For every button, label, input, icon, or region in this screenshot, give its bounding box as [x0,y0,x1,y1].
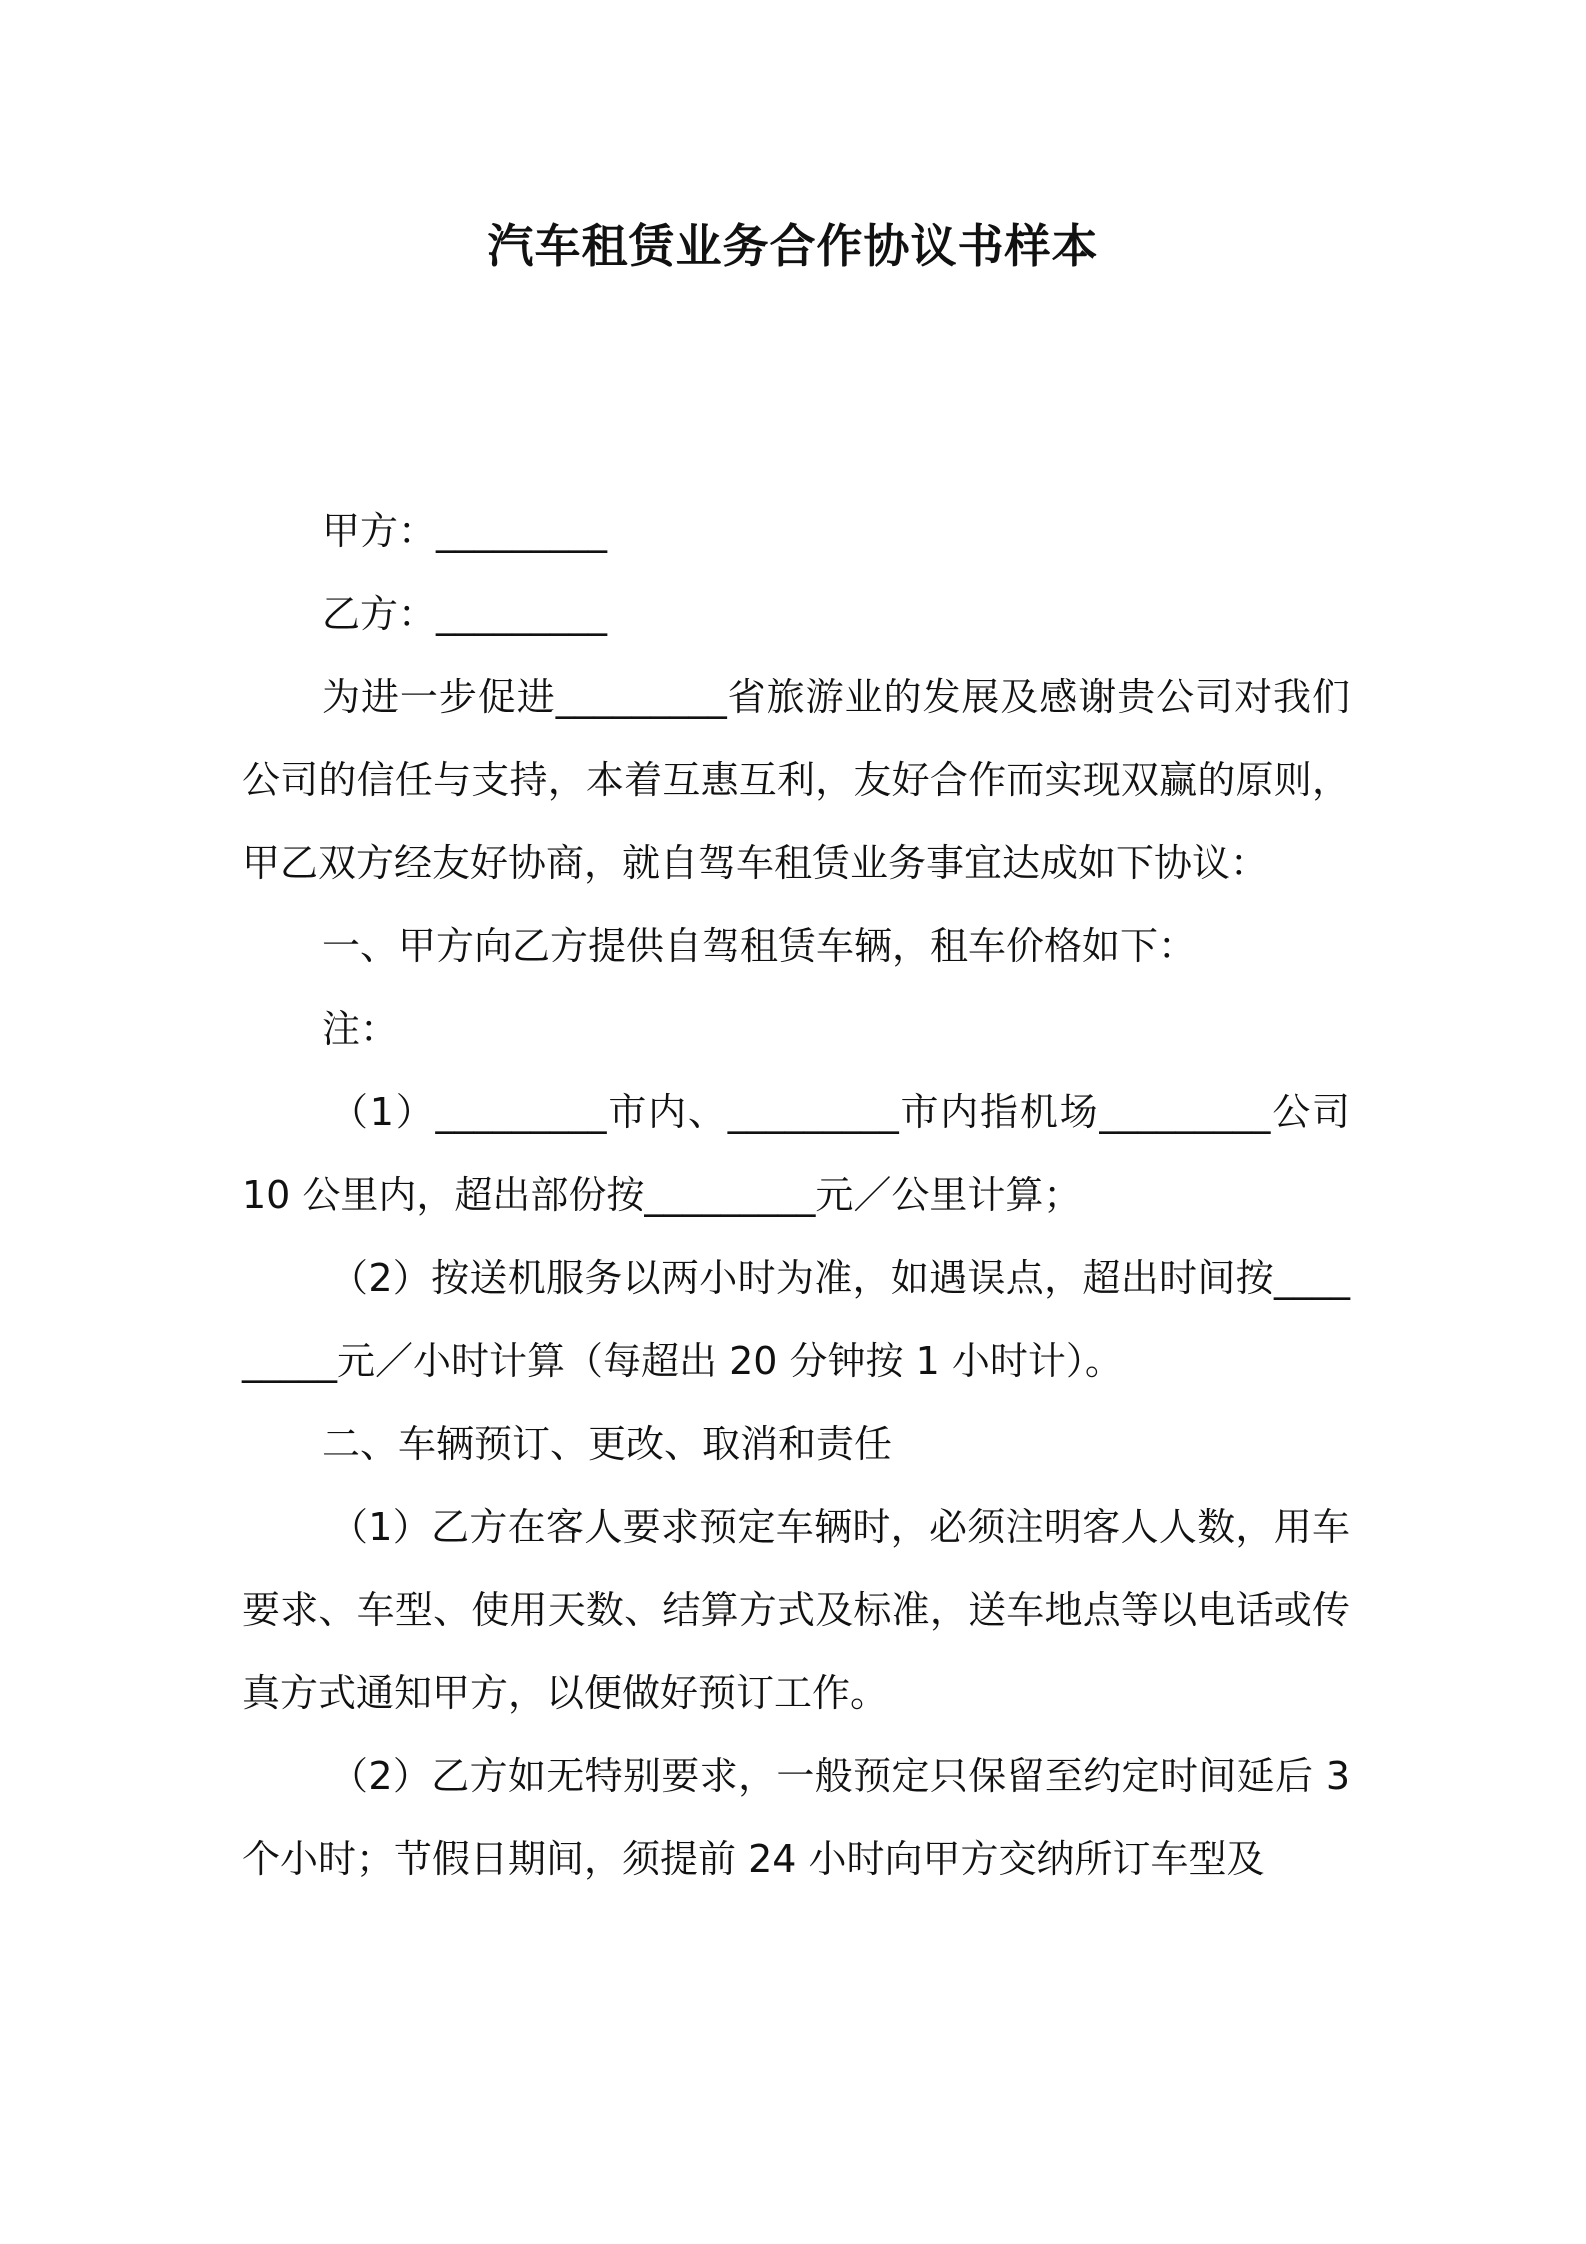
note-item-1: （1）_________市内、_________市内指机场_________公司 10 公里内，超出部份按_________元／公里计算； [242,1090,1363,1217]
document-title: 汽车租赁业务合作协议书样本 [487,219,1099,273]
document-body [242,490,1363,1901]
section-one-heading: 一、甲方向乙方提供自驾租赁车辆，租车价格如下： [322,924,1197,968]
note-label: 注： [322,1007,399,1051]
section-two-item-1: （1）乙方在客人要求预定车辆时，必须注明客人人数，用车要求、车型、使用天数、结算方式及标准，送车地点等以电话或传真方式通知甲方，以便做好预订工作。 [242,1505,1350,1715]
party-b-line: 乙方：_________ [322,592,608,636]
preamble-paragraph: 为进一步促进_________省旅游业的发展及感谢贵公司对我们公司的信任与支持，本着互惠互利，友好合作而实现双赢的原则，甲乙双方经友好协商，就自驾车租赁业务事宜达成如下协议： [242,675,1350,885]
section-two-item-2: （2）乙方如无特别要求，一般预定只保留至约定时间延后 3 个小时；节假日期间，须提前 24 小时向甲方交纳所订车型及 [242,1754,1363,1881]
section-two-heading: 二、车辆预订、更改、取消和责任 [322,1422,893,1466]
party-a-line: 甲方：_________ [322,509,608,553]
note-item-2: （2）按送机服务以两小时为准，如遇误点，超出时间按_________元／小时计算（每超出 20 分钟按 1 小时计）。 [242,1256,1350,1383]
